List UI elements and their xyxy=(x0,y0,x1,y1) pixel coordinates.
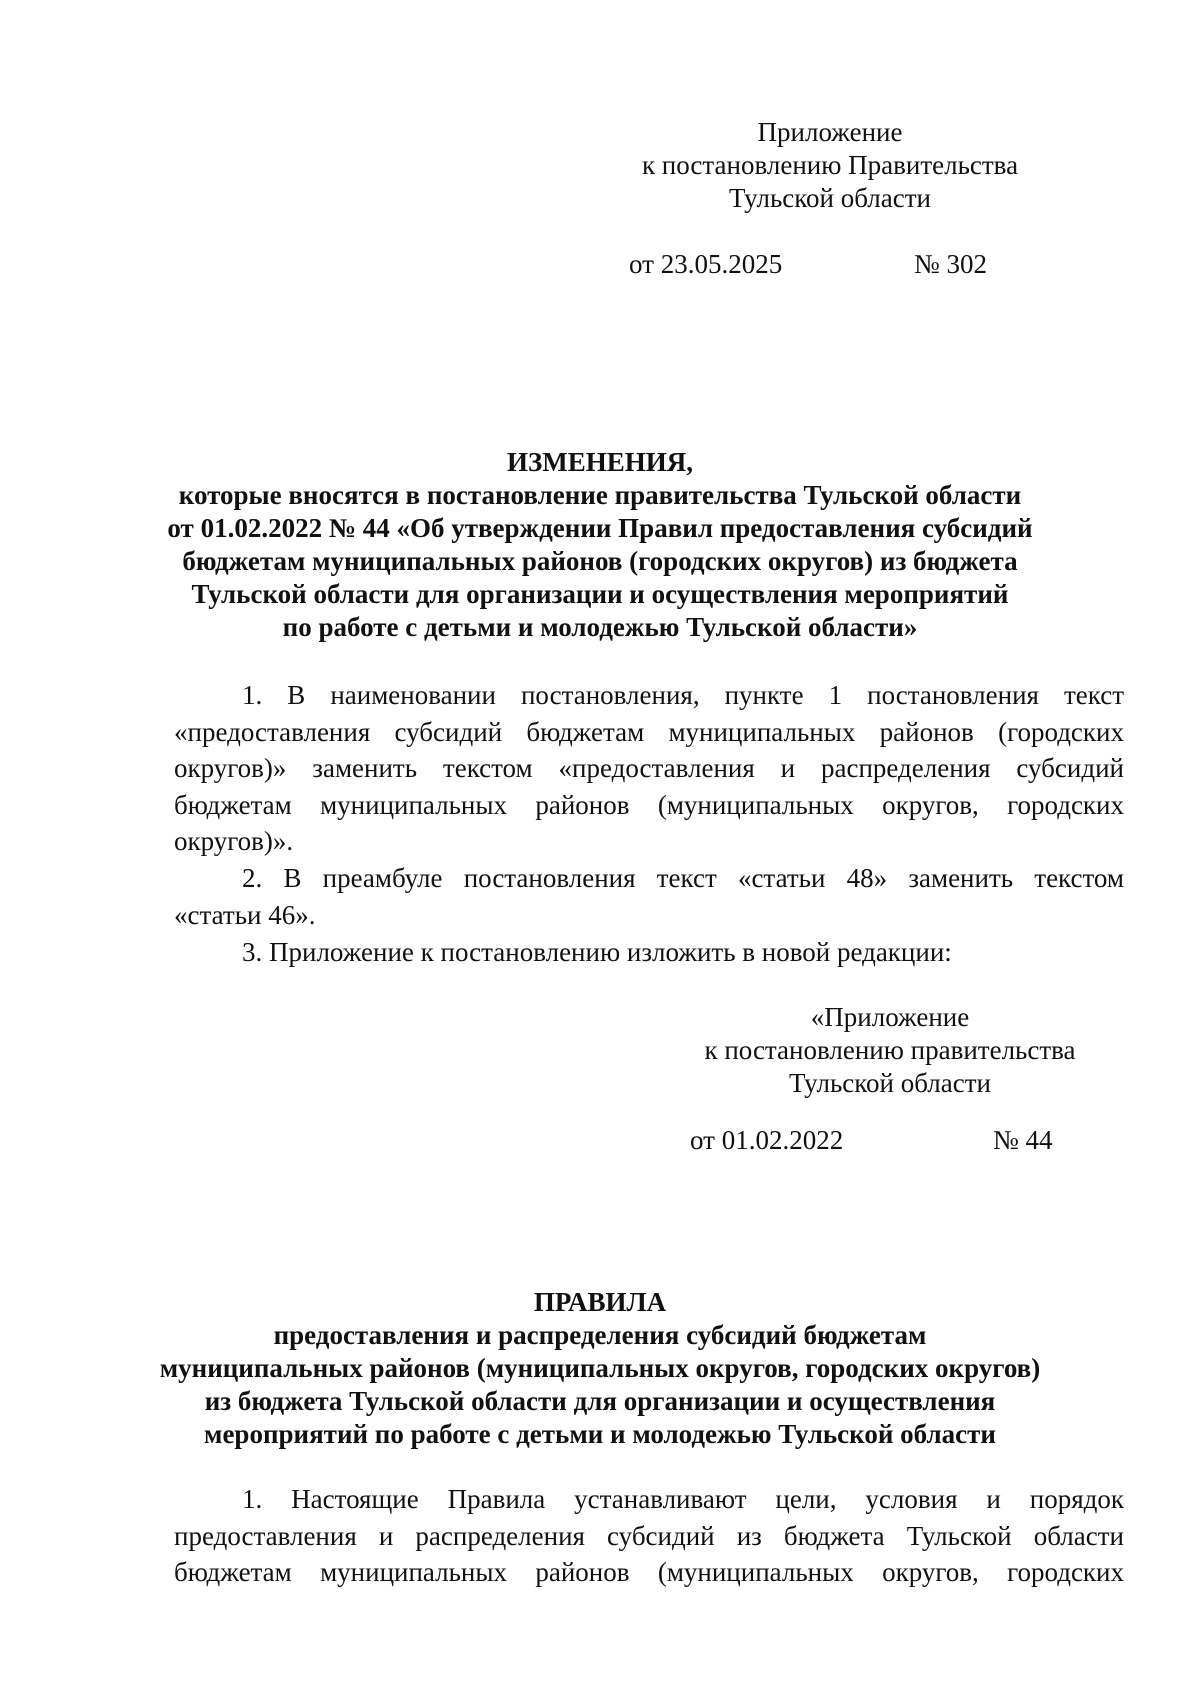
decree-number: № 302 xyxy=(914,249,988,279)
changes-title-line: от 01.02.2022 № 44 «Об утверждении Правил предоставления субсидий xyxy=(167,513,1033,543)
change-item-3 xyxy=(174,934,1124,971)
appendix-header-line: Приложение xyxy=(757,117,903,147)
changes-title-line: которые вносятся в постановление правительства Тульской области xyxy=(178,480,1022,510)
changes-title-line: ИЗМЕНЕНИЯ, xyxy=(506,447,693,477)
paragraph-line: 1. В наименовании постановления, пункте 1 постановления текст xyxy=(242,680,1124,710)
paragraph-line: округов)». xyxy=(174,826,294,857)
paragraph-line: «статьи 46». xyxy=(174,899,316,930)
rules-title-line: предоставления и распределения субсидий бюджетам xyxy=(273,1320,927,1350)
decree-date: от 23.05.2025 xyxy=(629,249,783,279)
changes-title-line: по работе с детьми и молодежью Тульской области» xyxy=(282,612,918,642)
paragraph-line: округов)» заменить текстом «предоставления и распределения субсидий xyxy=(174,753,1124,784)
appendix-header-line: к постановлению Правительства xyxy=(641,150,1019,180)
change-item-2 xyxy=(174,860,1124,933)
rules-item-1 xyxy=(174,1481,1124,1591)
rules-title-line: мероприятий по работе с детьми и молодежью Тульской области xyxy=(204,1419,996,1449)
rules-title-line: муниципальных районов (муниципальных округов, городских округов) xyxy=(159,1353,1041,1383)
changes-title-line: бюджетам муниципальных районов (городских округов) из бюджета xyxy=(182,546,1018,576)
paragraph-line: бюджетам муниципальных районов (муниципальных округов, городских xyxy=(174,1557,1124,1588)
appendix-header xyxy=(610,116,1050,215)
quoted-appendix-header-line: Тульской области xyxy=(789,1068,991,1098)
paragraph-line: 2. В преамбуле постановления текст «статьи 48» заменить текстом xyxy=(242,863,1124,893)
quoted-appendix-header xyxy=(670,1001,1110,1100)
quoted-appendix-header-line: к постановлению правительства xyxy=(704,1035,1076,1065)
quoted-appendix-header-line: «Приложение xyxy=(810,1002,970,1032)
paragraph-line: «предоставления субсидий бюджетам муниципальных районов (городских xyxy=(174,716,1124,747)
quoted-decree-number: № 44 xyxy=(993,1125,1053,1155)
paragraph-line: бюджетам муниципальных районов (муниципальных округов, городских xyxy=(174,789,1124,820)
paragraph-line: 1. Настоящие Правила устанавливают цели, условия и порядок xyxy=(242,1484,1124,1514)
changes-title xyxy=(130,446,1070,644)
rules-title-line: ПРАВИЛА xyxy=(533,1287,667,1317)
paragraph-line: 3. Приложение к постановлению изложить в новой редакции: xyxy=(242,937,952,967)
paragraph-line: предоставления и распределения субсидий из бюджета Тульской области xyxy=(174,1520,1124,1551)
change-item-1 xyxy=(174,677,1124,860)
rules-title xyxy=(130,1286,1070,1451)
appendix-header-line: Тульской области xyxy=(729,183,931,213)
rules-title-line: из бюджета Тульской области для организации и осуществления xyxy=(204,1386,996,1416)
changes-title-line: Тульской области для организации и осуществления мероприятий xyxy=(191,579,1009,609)
quoted-decree-date: от 01.02.2022 xyxy=(690,1125,844,1155)
